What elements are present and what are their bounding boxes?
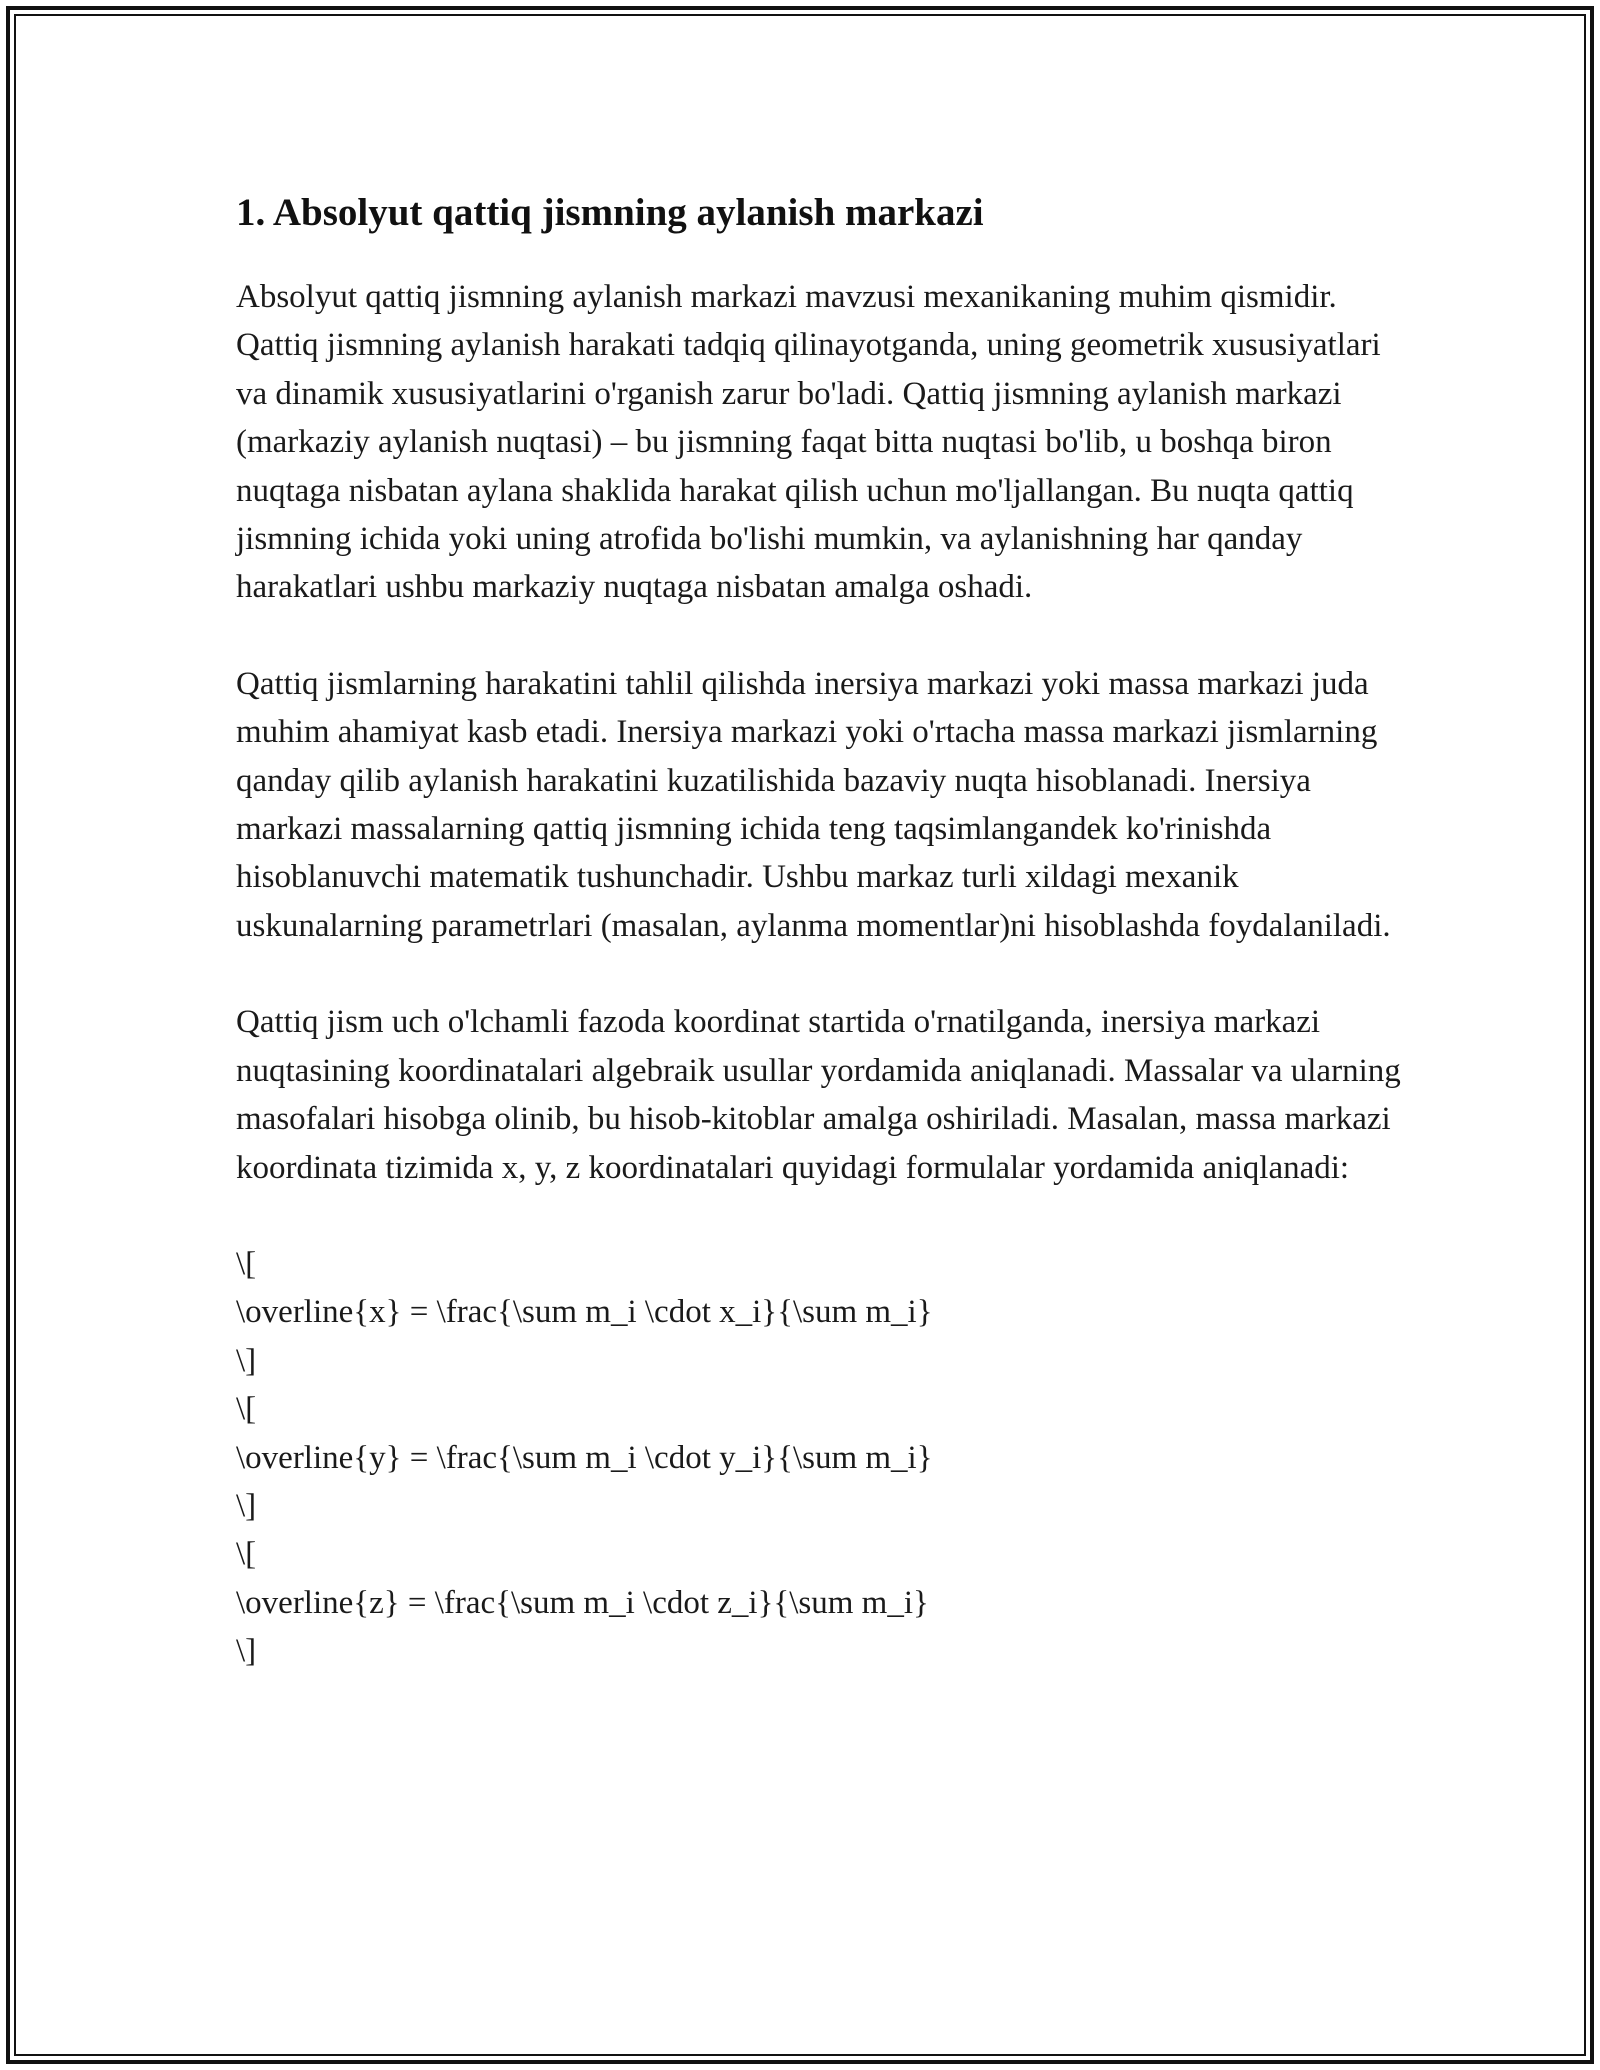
formula-z: \overline{z} = \frac{\sum m_i \cdot z_i}{\sum m_i} (236, 1584, 929, 1621)
formula-y: \overline{y} = \frac{\sum m_i \cdot y_i}{\sum m_i} (236, 1439, 933, 1476)
section-heading: 1. Absolyut qattiq jismning aylanish markazi (236, 191, 984, 234)
formula-line: \] (236, 1342, 257, 1379)
formula-line: \] (236, 1633, 257, 1670)
formula-line: \[ (236, 1536, 257, 1573)
paragraph-coordinates: Qattiq jism uch o'lchamli fazoda koordinat startida o'rnatilganda, inersiya markazi nuqtasining koordinatalari algebraik usullar yordamida aniqlanadi. Massalar va ularning masofalari hisobga olinib, bu hisob-kitoblar amalga oshiriladi. Masalan, massa markazi koordinata tizimida x, y, z koordinatalari quyidagi formulalar yordamida aniqlanadi: (236, 1004, 1401, 1186)
formula-line: \[ (236, 1391, 257, 1428)
document-page (236, 185, 1416, 1676)
paragraph-inertia-center: Qattiq jismlarning harakatini tahlil qilishda inersiya markazi yoki massa markazi juda muhim ahamiyat kasb etadi. Inersiya markazi yoki o'rtacha massa markazi jismlarning qanday qilib aylanish harakatini kuzatilishida bazaviy nuqta hisoblanadi. Inersiya markazi massalarning qattiq jismning ichida teng taqsimlangandek ko'rinishda hisoblanuvchi matematik tushunchadir. Ushbu markaz turli xildagi mexanik uskunalarning parametrlari (masalan, aylanma momentlar)ni hisoblashda foydalaniladi. (236, 665, 1391, 944)
paragraph-rotation-center: Absolyut qattiq jismning aylanish markazi mavzusi mexanikaning muhim qismidir. Qattiq jismning aylanish harakati tadqiq qilinayotganda, uning geometrik xususiyatlari va dinamik xususiyatlarini o'rganish zarur bo'ladi. Qattiq jismning aylanish markazi (markaziy aylanish nuqtasi) – bu jismning faqat bitta nuqtasi bo'lib, u boshqa biron nuqtaga nisbatan aylana shaklida harakat qilish uchun mo'ljallangan. Bu nuqta qattiq jismning ichida yoki uning atrofida bo'lishi mumkin, va aylanishning har qanday harakatlari ushbu markaziy nuqtaga nisbatan amalga oshadi. (236, 279, 1381, 606)
formula-line: \[ (236, 1245, 257, 1282)
formula-block (236, 1240, 1416, 1676)
formula-x: \overline{x} = \frac{\sum m_i \cdot x_i}{\sum m_i} (236, 1294, 933, 1331)
formula-line: \] (236, 1487, 257, 1524)
